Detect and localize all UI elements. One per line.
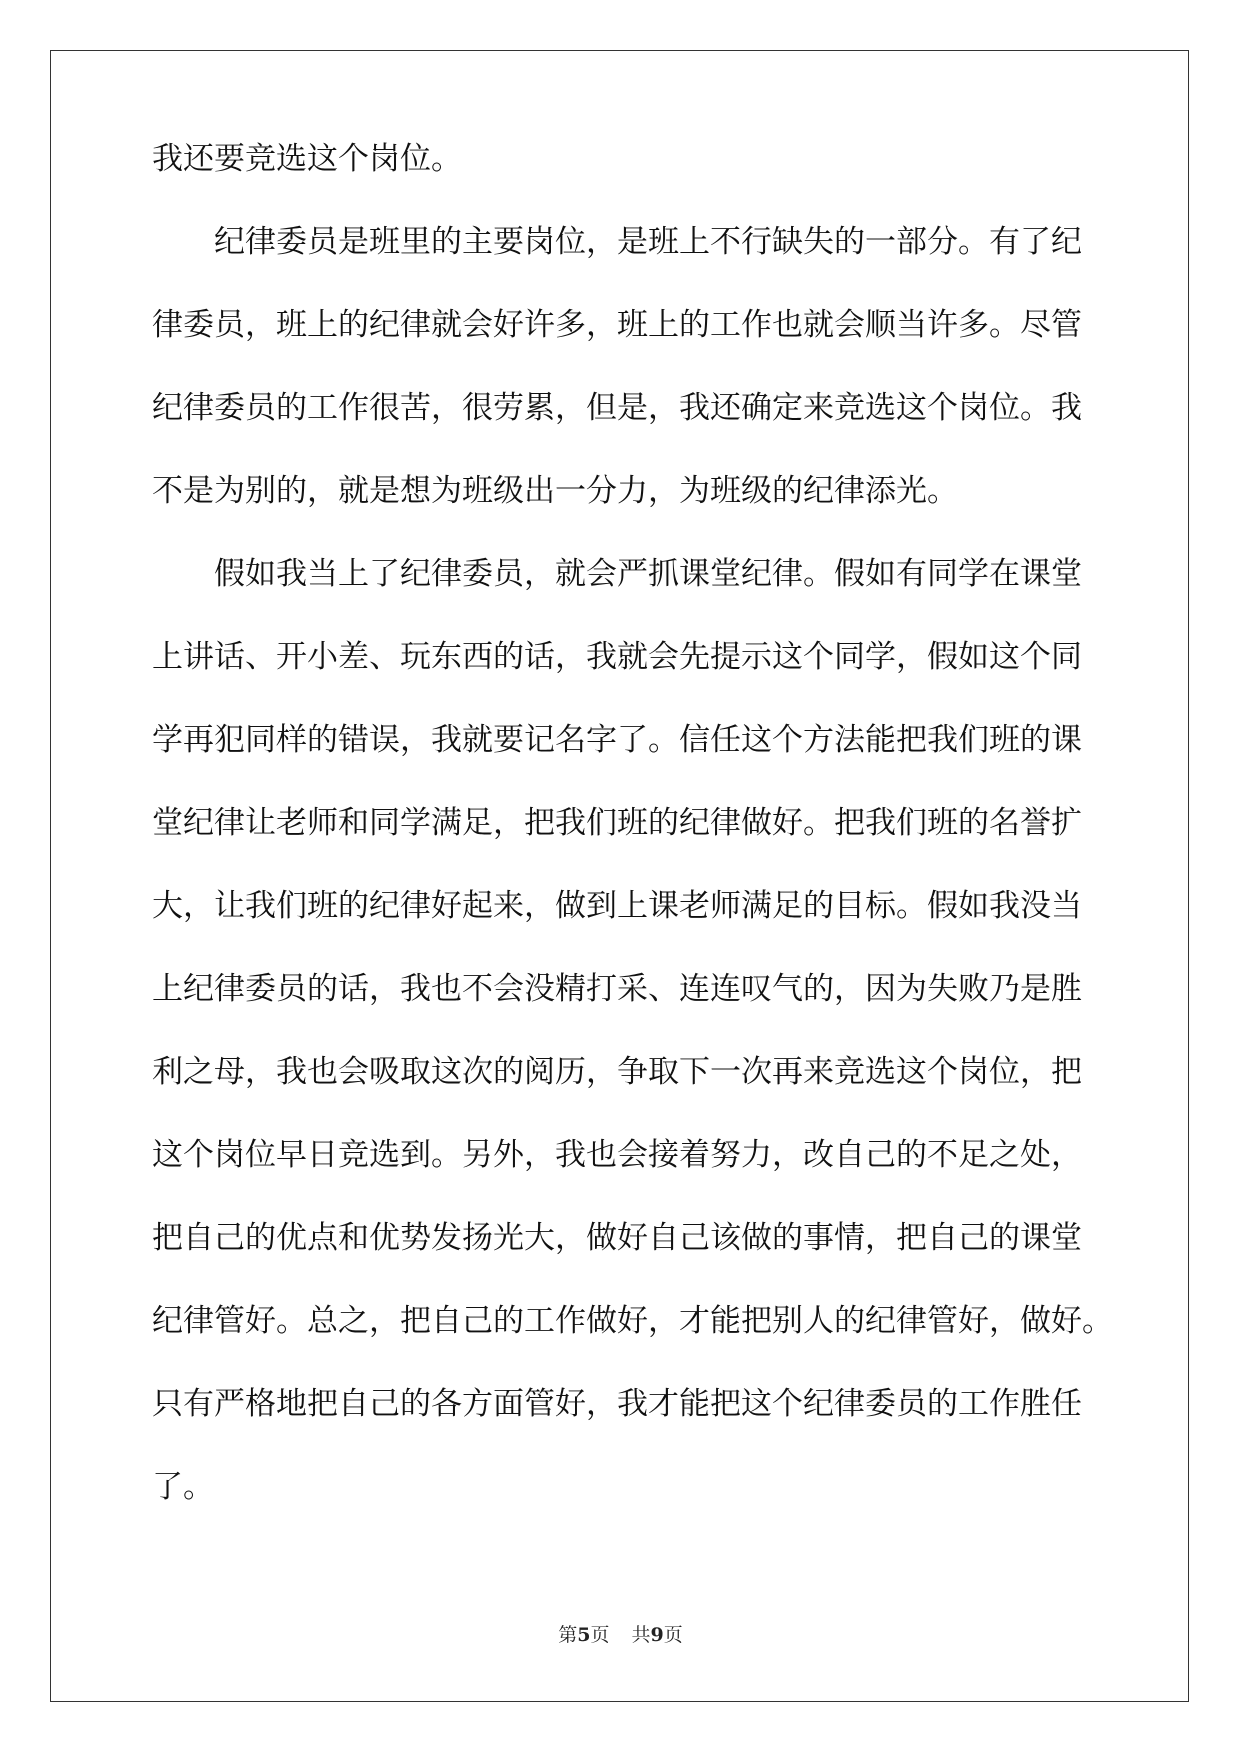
total-pages: 9 bbox=[650, 1624, 664, 1646]
page-prefix: 第 bbox=[558, 1624, 578, 1646]
text-line: 纪律管好。总之，把自己的工作做好，才能把别人的纪律管好，做好。 bbox=[152, 1303, 1113, 1339]
text-line: 我还要竞选这个岗位。 bbox=[152, 141, 462, 177]
total-suffix: 页 bbox=[663, 1624, 683, 1646]
text-line: 学再犯同样的错误，我就要记名字了。信任这个方法能把我们班的课 bbox=[152, 722, 1082, 758]
text-line: 纪律委员是班里的主要岗位，是班上不行缺失的一部分。有了纪 bbox=[152, 224, 1082, 260]
total-prefix: 共 bbox=[631, 1624, 651, 1646]
text-line: 律委员，班上的纪律就会好许多，班上的工作也就会顺当许多。尽管 bbox=[152, 307, 1082, 343]
text-line: 上纪律委员的话，我也不会没精打采、连连叹气的，因为失败乃是胜 bbox=[152, 971, 1082, 1007]
page-footer bbox=[0, 1620, 1241, 1647]
text-line: 这个岗位早日竞选到。另外，我也会接着努力，改自己的不足之处， bbox=[152, 1137, 1082, 1173]
text-line: 利之母，我也会吸取这次的阅历，争取下一次再来竞选这个岗位，把 bbox=[152, 1054, 1082, 1090]
document-body bbox=[152, 141, 1113, 1529]
text-line: 大，让我们班的纪律好起来，做到上课老师满足的目标。假如我没当 bbox=[152, 888, 1082, 924]
text-line: 堂纪律让老师和同学满足，把我们班的纪律做好。把我们班的名誉扩 bbox=[152, 805, 1082, 841]
text-line: 把自己的优点和优势发扬光大，做好自己该做的事情，把自己的课堂 bbox=[152, 1220, 1082, 1256]
text-line: 只有严格地把自己的各方面管好，我才能把这个纪律委员的工作胜任 bbox=[152, 1386, 1082, 1422]
text-line: 假如我当上了纪律委员，就会严抓课堂纪律。假如有同学在课堂 bbox=[152, 556, 1082, 592]
text-line: 上讲话、开小差、玩东西的话，我就会先提示这个同学，假如这个同 bbox=[152, 639, 1082, 675]
page-suffix: 页 bbox=[590, 1624, 610, 1646]
text-line: 了。 bbox=[152, 1469, 214, 1505]
text-line: 纪律委员的工作很苦，很劳累，但是，我还确定来竞选这个岗位。我 bbox=[152, 390, 1082, 426]
page-number: 5 bbox=[577, 1624, 591, 1646]
text-line: 不是为别的，就是想为班级出一分力，为班级的纪律添光。 bbox=[152, 473, 958, 509]
